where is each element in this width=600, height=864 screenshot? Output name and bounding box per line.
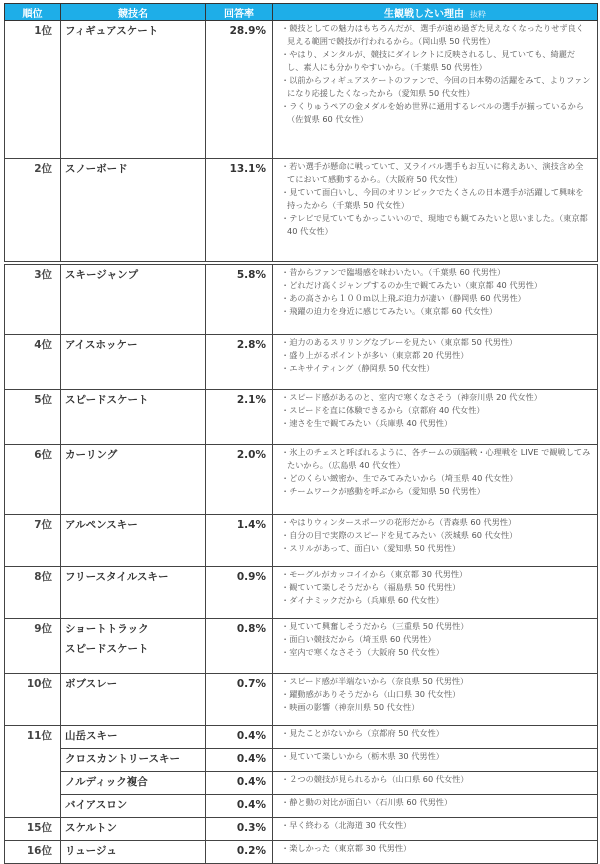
reason-item: ・見ていて興奮しそうだから（三重県 50 代男性）: [281, 621, 469, 631]
reason-item: ・観ていて楽しそうだから（福島県 50 代男性）: [281, 582, 461, 592]
rank-cell: 16位: [5, 841, 61, 864]
rate-cell: 28.9%: [206, 21, 273, 159]
table-row: [5, 818, 598, 841]
table-header-row: [5, 4, 598, 21]
reason-item: ・見ていて楽しいから（栃木県 30 代男性）: [281, 751, 444, 761]
reason-cell: [273, 159, 598, 263]
reason-item: ・どれだけ高くジャンプするのか生で観てみたい（東京都 40 代男性）: [281, 279, 543, 290]
rank-cell: 4位: [5, 335, 61, 390]
reason-cell: [273, 567, 598, 619]
sport-cell: アイスホッケー: [61, 335, 206, 390]
sport-cell: カーリング: [61, 445, 206, 515]
reason-cell: [273, 674, 598, 726]
table-row: [5, 841, 598, 864]
reason-cell: [273, 390, 598, 445]
reason-item: ・面白い競技だから（埼玉県 60 代男性）: [281, 634, 436, 644]
table-row: [5, 515, 598, 567]
reason-cell: [273, 726, 598, 749]
rate-cell: 0.4%: [206, 795, 273, 818]
rate-cell: 13.1%: [206, 159, 273, 263]
reason-cell: [273, 445, 598, 515]
reason-item: ・速さを生で観てみたい（兵庫県 40 代男性）: [281, 418, 453, 428]
reason-cell: [273, 515, 598, 567]
table-row: [5, 159, 598, 263]
reason-cell: [273, 818, 598, 841]
sport-name-line2: スピードスケート: [65, 643, 149, 655]
rate-cell: 0.7%: [206, 674, 273, 726]
rank-cell: 5位: [5, 390, 61, 445]
rate-cell: 2.8%: [206, 335, 273, 390]
header-sport: 競技名: [61, 4, 206, 21]
reason-item: ・盛り上がるポイントが多い（東京都 20 代男性）: [281, 350, 469, 360]
rate-cell: 0.4%: [206, 726, 273, 749]
rank-cell: 9位: [5, 619, 61, 674]
sport-cell: 山岳スキー: [61, 726, 206, 749]
sport-cell: クロスカントリースキー: [61, 749, 206, 772]
reason-item: ・チームワークが感動を呼ぶから（愛知県 50 代男性）: [281, 486, 485, 496]
sport-cell: フィギュアスケート: [61, 21, 206, 159]
header-rank: 順位: [5, 4, 61, 21]
reason-item: ・昔からファンで臨場感を味わいたい。（千葉県 60 代男性）: [281, 266, 506, 277]
reason-item: ・テレビで見ていてもかっこいいので、現地でも観てみたいと思いました。（東京都 40 代女性）: [281, 213, 588, 236]
reason-item: ・見ていて面白いし、今回のオリンピックでたくさんの日本選手が活躍して興味を持ったから（千葉県 50 代女性）: [281, 187, 584, 210]
table-row: [5, 21, 598, 159]
sport-name-line1: ショートトラック: [65, 623, 149, 635]
reason-item: ・躍動感がありそうだから（山口県 30 代女性）: [281, 689, 461, 699]
reason-cell: [273, 619, 598, 674]
reason-item: ・モーグルがカッコイイから（東京都 30 代男性）: [281, 569, 468, 579]
rate-cell: 0.4%: [206, 772, 273, 795]
reason-cell: [273, 795, 598, 818]
reason-item: ・エキサイティング（静岡県 50 代女性）: [281, 363, 435, 373]
reason-item: ・映画の影響（神奈川県 50 代女性）: [281, 702, 420, 712]
reason-item: ・見たことがないから（京都府 50 代女性）: [281, 728, 444, 738]
survey-table-container: [4, 3, 597, 864]
rate-cell: 0.3%: [206, 818, 273, 841]
reason-item: ・やはり、メンタルが、競技にダイレクトに反映されるし、見ていても、綺麗だし、素人にも分かりやすいから。（千葉県 50 代男性）: [281, 49, 576, 72]
reason-item: ・スピード感があるのと、室内で寒くなさそう（神奈川県 20 代女性）: [281, 392, 542, 402]
rate-cell: 1.4%: [206, 515, 273, 567]
reason-item: ・あの高さから１００ｍ以上飛ぶ迫力が凄い（静岡県 60 代男性）: [281, 292, 526, 303]
rate-cell: 2.0%: [206, 445, 273, 515]
reason-item: ・ラくりゅうペアの金メダルを始め世界に通用するレベルの選手が揃っているから（佐賀県 60 代女性）: [281, 101, 584, 124]
rate-cell: 0.9%: [206, 567, 273, 619]
rate-cell: 0.4%: [206, 749, 273, 772]
table-row: [5, 795, 598, 818]
reason-item: ・迫力のあるスリリングなプレーを見たい（東京都 50 代男性）: [281, 337, 518, 347]
reason-item: ・２つの競技が見られるから（山口県 60 代女性）: [281, 774, 469, 784]
table-row: [5, 445, 598, 515]
reason-cell: [273, 749, 598, 772]
reason-item: ・氷上のチェスと呼ばれるように、各チームの頭脳戦・心理戦を LIVE で観戦してみたいから。（広島県 40 代女性）: [281, 447, 591, 470]
header-reason-label: 生観戦したい理由: [384, 8, 464, 20]
rank-cell: 11位: [5, 726, 61, 818]
rank-cell: 2位: [5, 159, 61, 263]
reason-item: ・若い選手が懸命に戦っていて、又ライバル選手もお互いに称えあい、演技含め全てにおいて感動するから。（大阪府 50 代女性）: [281, 161, 584, 184]
sport-cell: アルペンスキー: [61, 515, 206, 567]
table-row: [5, 335, 598, 390]
sport-cell: スピードスケート: [61, 390, 206, 445]
reason-item: ・以前からフィギュアスケートのファンで、今回の日本勢の活躍をみて、よりファンになり応援したくなったから（愛知県 50 代女性）: [281, 75, 591, 98]
table-row: [5, 567, 598, 619]
rate-cell: 2.1%: [206, 390, 273, 445]
reason-item: ・静と動の対比が面白い（石川県 60 代男性）: [281, 797, 453, 807]
rank-cell: 7位: [5, 515, 61, 567]
header-reason-sub: 抜粋: [470, 9, 486, 19]
rank-cell: 6位: [5, 445, 61, 515]
rank-cell: 15位: [5, 818, 61, 841]
reason-item: ・自分の目で実際のスピードを見てみたい（茨城県 60 代女性）: [281, 530, 518, 540]
sport-cell: バイアスロン: [61, 795, 206, 818]
sport-cell: [61, 619, 206, 674]
reason-cell: [273, 772, 598, 795]
table-row: [5, 726, 598, 749]
sport-cell: スノーボード: [61, 159, 206, 263]
reason-item: ・ダイナミックだから（兵庫県 60 代女性）: [281, 595, 444, 605]
reason-item: ・早く終わる（北海道 30 代女性）: [281, 820, 412, 830]
table-row: [5, 749, 598, 772]
header-reason: [273, 4, 598, 21]
reason-cell: [273, 335, 598, 390]
reason-item: ・競技としての魅力はもちろんだが、選手が遠め過ぎた見えなくなったりせず良く見える範囲で競技が行われるから。（岡山県 50 代男性）: [281, 23, 584, 46]
reason-cell: [273, 841, 598, 864]
header-rate: 回答率: [206, 4, 273, 21]
table-row: [5, 674, 598, 726]
sport-cell: ノルディック複合: [61, 772, 206, 795]
sport-cell: ボブスレー: [61, 674, 206, 726]
reason-item: ・どのくらい緻密か、生でみてみたいから（埼玉県 40 代女性）: [281, 473, 518, 483]
sport-cell: フリースタイルスキー: [61, 567, 206, 619]
reason-item: ・やはりウィンタースポーツの花形だから（青森県 60 代男性）: [281, 517, 517, 527]
reason-item: ・スピードを直に体験できるから（京都府 40 代女性）: [281, 405, 485, 415]
sport-cell: リュージュ: [61, 841, 206, 864]
rate-cell: 5.8%: [206, 263, 273, 335]
reason-item: ・スピード感が半端ないから（奈良県 50 代男性）: [281, 676, 469, 686]
sport-cell: スケルトン: [61, 818, 206, 841]
rank-cell: 8位: [5, 567, 61, 619]
reason-item: ・飛躍の迫力を身近に感じてみたい。（東京都 60 代女性）: [281, 305, 498, 316]
reason-cell: [273, 21, 598, 159]
rank-cell: 1位: [5, 21, 61, 159]
rate-cell: 0.8%: [206, 619, 273, 674]
table-row: [5, 772, 598, 795]
reason-item: ・室内で寒くなさそう（大阪府 50 代女性）: [281, 647, 444, 657]
reason-item: ・楽しかった（東京都 30 代男性）: [281, 843, 412, 853]
rank-cell: 3位: [5, 263, 61, 335]
rank-cell: 10位: [5, 674, 61, 726]
table-row: [5, 263, 598, 335]
reason-item: ・スリルがあって、面白い（愛知県 50 代男性）: [281, 543, 461, 553]
table-row: [5, 619, 598, 674]
winter-sports-ranking-table: [4, 3, 598, 864]
sport-cell: スキージャンプ: [61, 263, 206, 335]
reason-cell: [273, 263, 598, 335]
rate-cell: 0.2%: [206, 841, 273, 864]
table-row: [5, 390, 598, 445]
